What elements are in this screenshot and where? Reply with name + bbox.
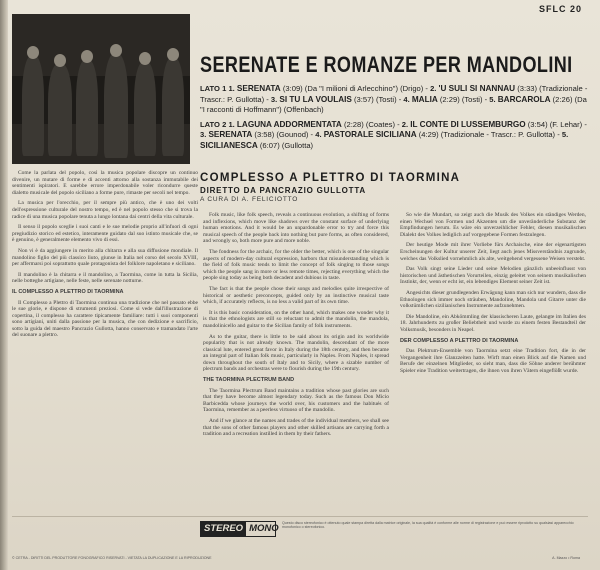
photo-figure bbox=[104, 54, 128, 158]
note-paragraph: And if we glance at the names and trades of the individual members, we shall see that the sons of other famous players and other skilled artisans are carrying forth a tradition and a recreation instilled in them by their fathers. bbox=[203, 418, 389, 438]
track-item: 3. SI TU LA VOULAIS (3:57) (Tosti) - bbox=[270, 94, 402, 104]
track-item: 2. 'U SULI SI NANNAU (3:33) (Tradizionale - Trascr.: P. Gullotta) - bbox=[200, 84, 588, 104]
notes-english bbox=[203, 212, 389, 532]
track-item: 4. PASTORALE SICILIANA (4:29) (Tradizionale - Trascr.: P. Gullotta) - bbox=[315, 130, 560, 139]
ensemble-name: COMPLESSO A PLETTRO DI TAORMINA bbox=[200, 172, 461, 184]
track-item: 2. IL CONTE DI LUSSEMBURGO (3:54) (F. Lehar) - bbox=[401, 119, 587, 129]
note-paragraph: It is this basic consideration, on the other hand, which makes one wonder why it is that the ethnologists are still so reluctant to admit the mandolin, the mandola, mandolinicello and guitar to the Sicilian family of folk instruments. bbox=[203, 309, 389, 329]
note-paragraph: So wie die Mundart, so zeigt auch die Musik des Volkes ein ständiges Werden, einen Wechsel von Formen und Akzenten um die unveränderliche Substanz der Empfindungen herum. Es wäre ein unverzeihlicher Fehler, diesen musikalischen Dialekt des Volkes lediglich auf vorgegebene Formen festzulegen. bbox=[400, 212, 586, 238]
photo-face bbox=[110, 44, 122, 57]
photo-figure bbox=[162, 58, 184, 156]
photo-face bbox=[27, 46, 39, 59]
photo-figure bbox=[22, 56, 44, 156]
track-item: 1. LAGUNA ADDORMENTATA (2:28) (Coates) - bbox=[228, 119, 400, 129]
notes-german bbox=[400, 212, 586, 512]
note-paragraph: The Taormina Plectrum Band maintains a tradition whose past glories are such that they have become almost legendary today. Such as the famous Don Micio Barbicedda whose journeys the world over, his customers and the habitués of Taormina, remember as a peerless virtuoso of the mandolin. bbox=[203, 387, 389, 414]
note-heading: IL COMPLESSO A PLETTRO DI TAORMINA bbox=[12, 288, 124, 295]
photo-face bbox=[81, 50, 93, 63]
sleeve-edge-shadow bbox=[0, 0, 8, 570]
track-item: 5. SICILIANESCA (6:07) (Gullotta) bbox=[200, 130, 569, 150]
note-paragraph: La musica per l'orecchio, per il sempre più antico, che è uno dei volti dell'espressione culturale del nostro tempo, ed è nel popolo stesso che si trova la radice di una musica popolare tenuta a lungo lontana dai centri della vita culturale. bbox=[12, 200, 198, 220]
note-paragraph: Folk music, like folk speech, reveals a continuous evolution, a shifting of forms and inflexions, which move like shadows over the constant surface of underlying human emotions. And it would be an unpardonable error to try and force this musical speech of the people back into nothing but pure forms, as often considered, and wrongly so, both more pure and more noble. bbox=[203, 212, 389, 245]
note-paragraph: Il mandolino è la chitarra e il mandolino, a Taormina, come in tutta la Sicilia, nelle botteghe artigiane, nelle feste, nelle serenate notturne. bbox=[12, 271, 198, 285]
photo-figure bbox=[134, 62, 156, 156]
photo-figure bbox=[76, 60, 98, 156]
photo-face bbox=[54, 54, 66, 67]
track-item: 3. SERENATA (3:58) (Gounod) - bbox=[200, 130, 314, 139]
printer-credit: A. Mazzo • Roma bbox=[552, 556, 580, 560]
note-paragraph: Die Mandoline, ein Abkömmling der klassischeren Laute, gelangte im Italien des 18. Jahrhunderts zu großer Beliebtheit und wurde zu einem festen Bestandteil der Volksmusik, besonders in Neapel. bbox=[400, 313, 586, 333]
side-2-tracks bbox=[200, 120, 592, 152]
mono-label: MONO bbox=[249, 523, 279, 534]
band-photo bbox=[12, 14, 190, 164]
stereo-mono-badge bbox=[200, 521, 279, 537]
note-paragraph: The fact is that the people chose their songs and melodies quite irrespective of historical or aesthetic preconcepts, guided only by an instinctive musical taste which, if accurately reflects, is no less a valid part of its own time. bbox=[203, 285, 389, 306]
legal-notice: Questo disco stereofonico è ottenuto quale stampa diretta dalla matrice originale, la sua qualità è conforme alle norme di registrazione e può essere riprodotto su qualsiasi apparecchio monofonico o stereofonico. bbox=[282, 521, 574, 530]
director-credit: DIRETTO DA PANCRAZIO GULLOTTA bbox=[200, 186, 367, 195]
side-1-label: LATO 1 bbox=[200, 84, 227, 93]
photo-figure bbox=[48, 64, 72, 156]
track-item: 4. MALIA (2:29) (Tosti) - bbox=[403, 94, 488, 104]
note-paragraph: Non vi è da aggiungere in merito alla chitarra e alla sua diffusione mondiale. Il mandolino figlio del più classico liuto, giunse in Italia nel corso del secolo XVIII, per affermarsi poi soprattutto quale protagonista del folklore napoletano e siciliano. bbox=[12, 247, 198, 268]
note-paragraph: Das Plektrum-Ensemble von Taormina setzt eine Tradition fort, die in der Vergangenheit ihre Glanzzeiten hatte. Wirft man einen Blick auf die Namen und Berufe der einzelnen Mitglieder, so sieht man, dass die Söhne anderer berühmter Spieler eine Tradition weitertragen, die ihnen von ihren Vätern eingeflößt wurde. bbox=[400, 348, 586, 374]
note-heading: DER COMPLESSO A PLETTRO DI TAORMINA bbox=[400, 337, 519, 344]
curator-credit: A CURA DI A. FELICIOTTO bbox=[200, 196, 299, 203]
photo-face bbox=[139, 52, 151, 65]
notes-italian bbox=[12, 170, 198, 532]
note-paragraph: Der heutige Mode mit ihrer Vorliebe fürs Archaische, eine der eigenartigsten Erscheinungen der Kultur unserer Zeit, liegt auch jenes Missverständnis zugrunde, welches das Volkslied vornehmlich als alte, weitgehend vergessene Weisen versteht. bbox=[400, 242, 586, 262]
note-paragraph: The fondness for the archaic, for the older the better, which is one of the singular aspects of modern-day cultural expression, harbors that misunderstanding which is the field of folk music tends to limit the concept of folk singing to those songs which the people sang in more or less remote times, rejecting everything which the people sing today as being both decadent and dubious in taste. bbox=[203, 248, 389, 282]
album-title: SERENATE E ROMANZE PER MANDOLINI bbox=[200, 52, 573, 77]
track-item: 5. BARCAROLA (2:26) (Da "I racconti di Hoffmann") (Offenbach) bbox=[200, 94, 587, 114]
note-heading: THE TAORMINA PLECTRUM BAND bbox=[203, 377, 295, 384]
track-item: 1. SERENATA (3:09) (Da "I milioni di Arlecchino") (Drigo) - bbox=[228, 84, 428, 93]
note-paragraph: As to the guitar, there is little to be said about its origin and its worldwide popularity that is not already known. The mandolin, descendant of the more classical lute, entered great favor in Italy during the 18th century, and then became an integral part of Italian folk music, particularly in Naples. From Naples, it spread down throughout the south of Italy and to Sicily, where a sizable number of plectrum bands and orchestras were to flourish during the 19th century. bbox=[203, 333, 389, 373]
catalog-number: SFLC 20 bbox=[538, 4, 582, 14]
note-paragraph: Il senso il popolo sceglie i suoi canti e le sue melodie proprio all'infuori di ogni pregiudizio storico ed estetico, interamente guidato dal suo istinto musicale che, se è genuino, è generalmente elemento vivo di essi. bbox=[12, 224, 198, 244]
track-listing bbox=[200, 84, 592, 151]
note-paragraph: Angesichts dieser grundlegenden Erwägung kann man sich nur wundern, dass die Ethnologen sich immer noch sträuben, Mandoline, Mandola und Gitarre unter die volkstümlichen sizilianischen Instrumente aufzunehmen. bbox=[400, 289, 586, 310]
photo-face bbox=[167, 48, 179, 61]
side-2-label: LATO 2 bbox=[200, 119, 227, 129]
divider bbox=[12, 516, 588, 517]
note-paragraph: Il Complesso a Plettro di Taormina continua una tradizione che nel passato ebbe le sue glorie, e dispone di strumenti preziosi. Come si vede dall'illustrazione di copertina, il complesso ha carattere tipicamente familiare: tutti i suoi componenti sono artigiani, uniti dalla passione per la musica, che con dedizione e sacrificio, sotto la guida del maestro Pancrazio Gullotta, hanno conservato e tramandato l'arte del suonare a plettro. bbox=[12, 299, 198, 339]
note-paragraph: Das Volk singt seine Lieder und seine Melodien gänzlich unbeeinflusst von historischen und ästhetischen Vorurteilen, einzig geleitet von seinem musikalischen Instinkt, der, wenn er echt ist, ein lebendiges Element seiner Zeit ist. bbox=[400, 266, 586, 286]
note-paragraph: Come la parlata del popolo, così la musica popolare discopre un continuo divenire, un mutare di forme e di accenti attorno alla sostanza immutabile dei sentimenti ispiratori. E sarebbe errore imperdonabile voler ricondurre queste dialetto musicale del popolo siciliano a forme pure, rimaste per secoli nel tempo. bbox=[12, 170, 198, 196]
stereo-label: STEREO bbox=[201, 522, 246, 536]
side-1-tracks bbox=[200, 84, 592, 116]
copyright-footer: © CETRA - DIRITTI DEL PRODUTTORE FONOGRAFICO RISERVATI - VIETATA LA DUPLICAZIONE E LA RIPRODUZIONE bbox=[12, 556, 212, 560]
